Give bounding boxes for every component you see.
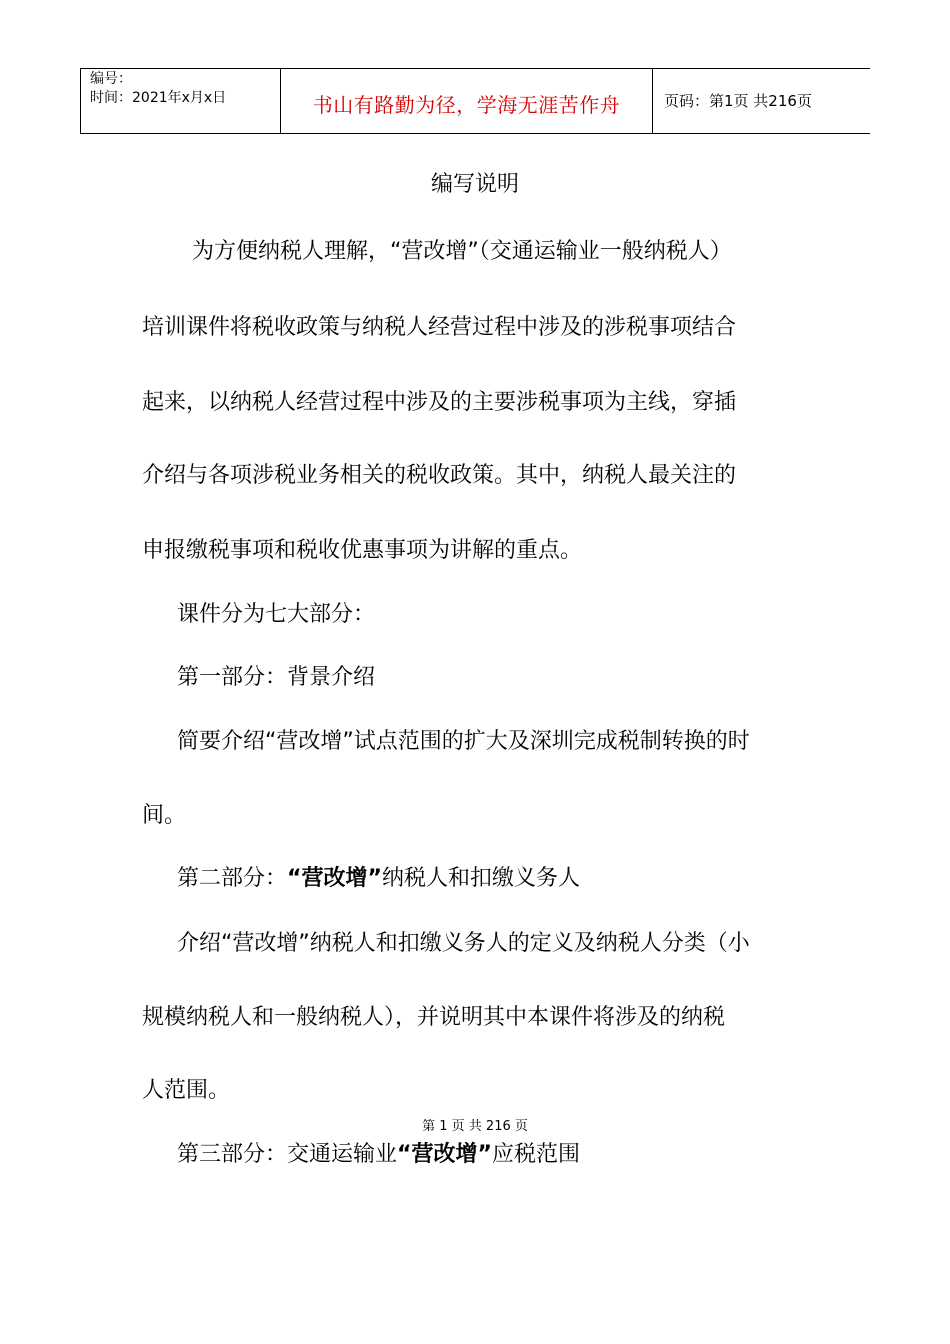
heading-bold: “营改增” — [397, 1142, 492, 1167]
page-footer: 第 1 页 共 216 页 — [422, 1119, 528, 1134]
document-date: 时间：2021年x月x日 — [90, 90, 227, 106]
paragraph-line: 起来，以纳税人经营过程中涉及的主要涉税事项为主线，穿插 — [142, 390, 737, 415]
section-heading — [177, 861, 580, 892]
heading-prefix: 第二部分： — [177, 866, 288, 891]
paragraph-line: 间。 — [142, 803, 187, 828]
heading-prefix: 第三部分：交通运输业 — [177, 1142, 398, 1167]
document-title: 编写说明 — [430, 172, 519, 197]
paragraph-line: 简要介绍“营改增”试点范围的扩大及深圳完成税制转换的时 — [177, 729, 750, 754]
header-table — [80, 68, 870, 134]
section-heading: 第一部分：背景介绍 — [177, 665, 376, 690]
section-heading — [177, 1137, 580, 1168]
header-left-cell — [80, 69, 281, 133]
header-middle-cell — [281, 69, 653, 133]
paragraph-line: 规模纳税人和一般纳税人），并说明其中本课件将涉及的纳税 — [142, 1005, 726, 1030]
heading-suffix: 纳税人和扣缴义务人 — [381, 866, 580, 891]
heading-bold: “营改增” — [287, 866, 382, 891]
paragraph-line: 为方便纳税人理解，“营改增”（交通运输业一般纳税人） — [192, 239, 732, 264]
heading-suffix: 应税范围 — [491, 1142, 580, 1167]
header-page-number: 页码：第1页 共216页 — [664, 92, 812, 110]
document-number: 编号： — [90, 71, 132, 87]
paragraph-line: 申报缴税事项和税收优惠事项为讲解的重点。 — [142, 538, 583, 563]
paragraph-line: 介绍与各项涉税业务相关的税收政策。其中，纳税人最关注的 — [142, 463, 737, 488]
paragraph-line: 介绍“营改增”纳税人和扣缴义务人的定义及纳税人分类（小 — [177, 931, 750, 956]
paragraph-line: 课件分为七大部分： — [177, 602, 376, 627]
paragraph-line: 人范围。 — [142, 1078, 231, 1103]
header-motto: 书山有路勤为径，学海无涯苦作舟 — [312, 93, 621, 117]
paragraph-line: 培训课件将税收政策与纳税人经营过程中涉及的涉税事项结合 — [142, 315, 737, 340]
